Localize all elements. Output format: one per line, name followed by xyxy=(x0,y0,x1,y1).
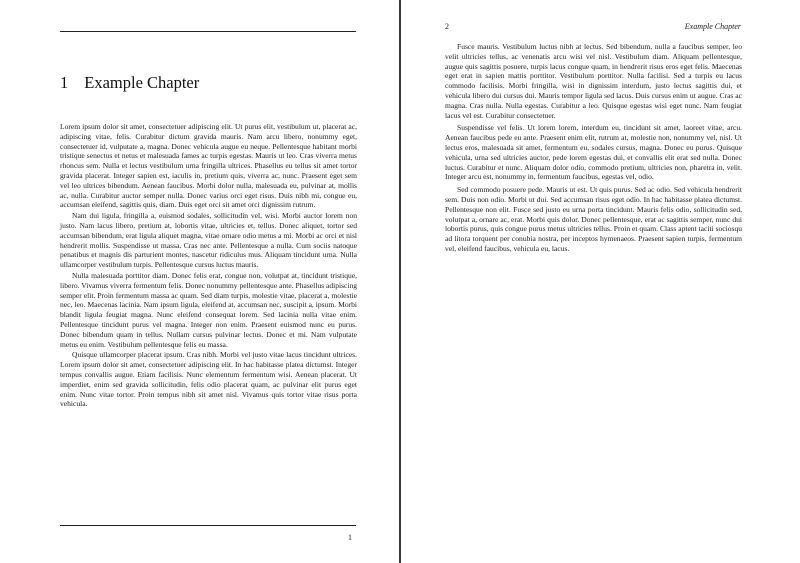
left-body-text xyxy=(60,122,357,409)
left-page xyxy=(0,0,399,563)
header-rule xyxy=(60,31,356,32)
chapter-title: Example Chapter xyxy=(84,73,200,92)
chapter-number: 1 xyxy=(60,73,69,92)
paragraph: Suspendisse vel felis. Ut lorem lorem, interdum eu, tincidunt sit amet, laoreet vitae, arcu. Aenean faucibus pede eu ante. Praesent enim elit, rutrum at, molestie non, nonummy vel, nisl. Ut lectus eros, malesuada sit amet, fermentum eu, sodales cursus, magna. Donec eu purus. Quisque vehicula, urna sed ultricies auctor, pede lorem egestas dui, et convallis elit erat sed nulla. Donec luctus. Curabitur et nunc. Aliquam dolor odio, commodo pretium, ultricies non, pharetra in, velit. Integer arcu est, nonummy in, fermentum faucibus, egestas vel, odio. xyxy=(445,123,742,182)
chapter-heading xyxy=(60,72,199,94)
paragraph: Sed commodo posuere pede. Mauris ut est. Ut quis purus. Sed ac odio. Sed vehicula hendrerit sem. Duis non odio. Morbi ut dui. Sed accumsan risus eget odio. In hac habitasse platea dictumst. Pellentesque non elit. Fusce sed justo eu urna porta tincidunt. Mauris felis odio, sollicitudin sed, volutpat a, ornare ac, erat. Morbi quis dolor. Donec pellentesque, erat ac sagittis semper, nunc dui lobortis purus, quis congue purus metus ultricies tellus. Proin et quam. Class aptent taciti sociosqu ad litora torquent per conubia nostra, per inceptos hymenaeos. Praesent sapien turpis, fermentum vel, eleifend faucibus, vehicula eu, lacus. xyxy=(445,185,742,253)
paragraph: Nam dui ligula, fringilla a, euismod sodales, sollicitudin vel, wisi. Morbi auctor lorem non justo. Nam lacus libero, pretium at, lobortis vitae, ultricies et, tellus. Donec aliquet, tortor sed accumsan bibendum, erat ligula aliquet magna, vitae ornare odio metus a mi. Morbi ac orci et nisl hendrerit mollis. Suspendisse ut massa. Cras nec ante. Pellentesque a nulla. Cum sociis natoque penatibus et magnis dis parturient montes, nascetur ridiculus mus. Aliquam tincidunt urna. Nulla ullamcorper vestibulum turpis. Pellentesque cursus luctus mauris. xyxy=(60,211,357,270)
paragraph: Nulla malesuada porttitor diam. Donec felis erat, congue non, volutpat at, tincidunt tristique, libero. Vivamus viverra fermentum felis. Donec nonummy pellentesque ante. Phasellus adipiscing semper elit. Proin fermentum massa ac quam. Sed diam turpis, molestie vitae, placerat a, molestie nec, leo. Maecenas lacinia. Nam ipsum ligula, eleifend at, accumsan nec, suscipit a, ipsum. Morbi blandit ligula feugiat magna. Nunc eleifend consequat lorem. Sed lacinia nulla vitae enim. Pellentesque tincidunt purus vel magna. Integer non enim. Praesent euismod nunc eu purus. Donec bibendum quam in tellus. Nullam cursus pulvinar lectus. Donec et mi. Nam vulputate metus eu enim. Vestibulum pellentesque felis eu massa. xyxy=(60,270,357,349)
footer-rule xyxy=(60,525,356,526)
right-page xyxy=(401,0,800,563)
running-title: Example Chapter xyxy=(684,22,741,31)
page-number: 2 xyxy=(445,22,449,31)
paragraph: Fusce mauris. Vestibulum luctus nibh at lectus. Sed bibendum, nulla a faucibus semper, leo velit ultricies tellus, ac venenatis arcu wisi vel nisl. Vestibulum diam. Aliquam pellentesque, augue quis sagittis posuere, turpis lacus congue quam, in hendrerit risus eros eget felis. Maecenas eget erat in sapien mattis porttitor. Vestibulum porttitor. Nulla facilisi. Sed a turpis eu lacus commodo facilisis. Morbi fringilla, wisi in dignissim interdum, justo lectus sagittis dui, et vehicula libero dui cursus dui. Mauris tempor ligula sed lacus. Duis cursus enim ut augue. Cras ac magna. Cras nulla. Nulla egestas. Curabitur a leo. Quisque egestas wisi eget nunc. Nam feugiat lacus vel est. Curabitur consectetuer. xyxy=(445,42,742,120)
paragraph: Lorem ipsum dolor sit amet, consectetuer adipiscing elit. Ut purus elit, vestibulum ut, placerat ac, adipiscing vitae, felis. Curabitur dictum gravida mauris. Nam arcu libero, nonummy eget, consectetuer id, vulputate a, magna. Donec vehicula augue eu neque. Pellentesque habitant morbi tristique senectus et netus et malesuada fames ac turpis egestas. Mauris ut leo. Cras viverra metus rhoncus sem. Nulla et lectus vestibulum urna fringilla ultrices. Phasellus eu tellus sit amet tortor gravida placerat. Integer sapien est, iaculis in, pretium quis, viverra ac, nunc. Praesent eget sem vel leo ultrices bibendum. Aenean faucibus. Morbi dolor nulla, malesuada eu, pulvinar at, mollis ac, nulla. Curabitur auctor semper nulla. Donec varius orci eget risus. Duis nibh mi, congue eu, accumsan eleifend, sagittis quis, diam. Duis eget orci sit amet orci dignissim rutrum. xyxy=(60,122,357,210)
paragraph: Quisque ullamcorper placerat ipsum. Cras nibh. Morbi vel justo vitae lacus tincidunt ultrices. Lorem ipsum dolor sit amet, consectetuer adipiscing elit. In hac habitasse platea dictumst. Integer tempus convallis augue. Etiam facilisis. Nunc elementum fermentum wisi. Aenean placerat. Ut imperdiet, enim sed gravida sollicitudin, felis odio placerat quam, ac pulvinar elit purus eget enim. Nunc vitae tortor. Proin tempus nibh sit amet nisl. Vivamus quis tortor vitae risus porta vehicula. xyxy=(60,350,357,409)
page-number: 1 xyxy=(348,533,352,542)
right-body-text xyxy=(445,42,742,254)
